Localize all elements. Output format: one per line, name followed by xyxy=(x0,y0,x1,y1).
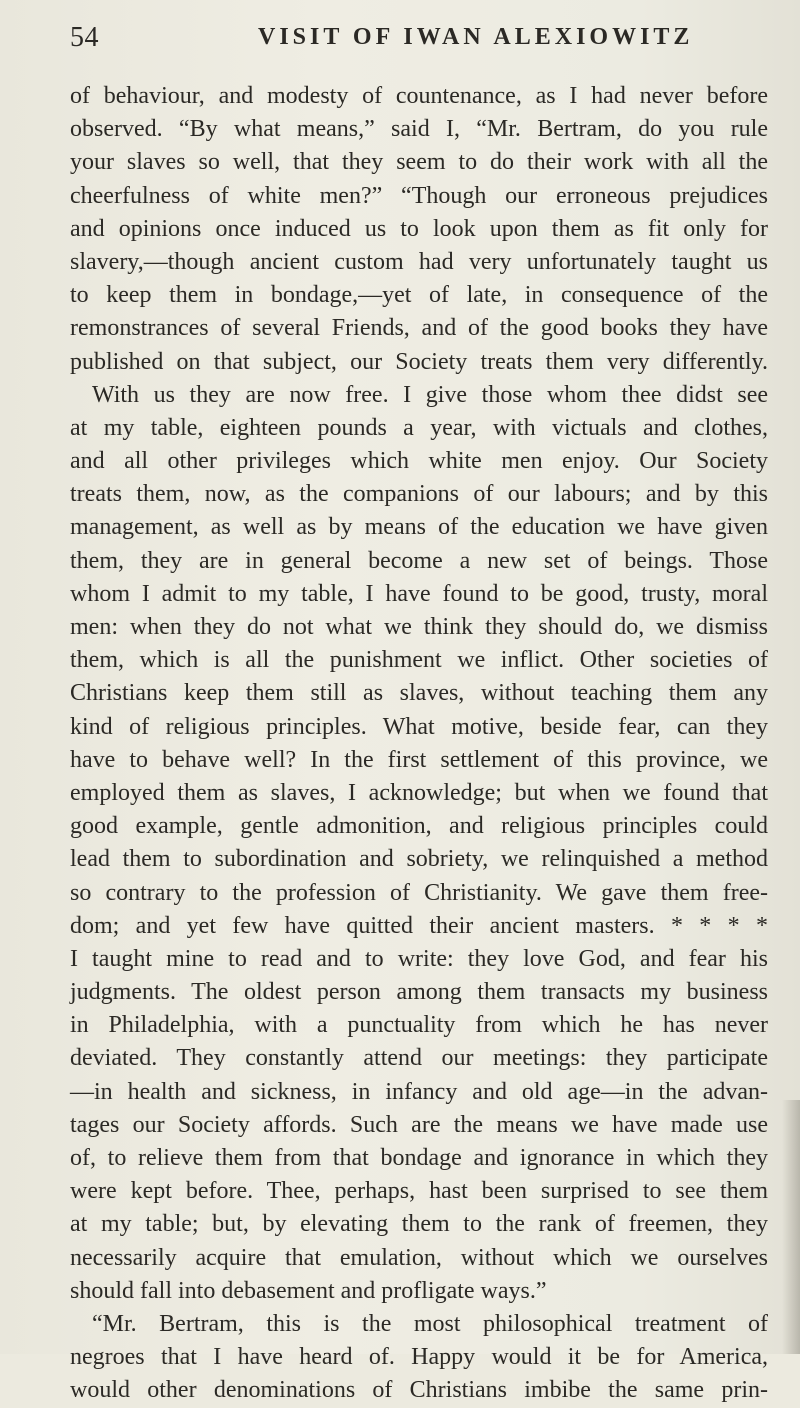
text-line: dom; and yet few have quitted their ancient masters. * * * * xyxy=(70,912,768,939)
text-line: and all other privileges which white men enjoy. Our Society xyxy=(70,448,768,475)
body-text xyxy=(70,80,768,1408)
page-header xyxy=(70,22,770,62)
text-line: management, as well as by means of the education we have given xyxy=(70,514,768,541)
text-line: kind of religious principles. What motive, beside fear, can they xyxy=(70,713,768,740)
text-line: treats them, now, as the companions of our labours; and by this xyxy=(70,481,768,508)
text-line: them, which is all the punishment we inflict. Other societies of xyxy=(70,647,768,674)
text-line: I taught mine to read and to write: they love God, and fear his xyxy=(70,945,768,972)
text-line: men: when they do not what we think they should do, we dismiss xyxy=(70,614,768,640)
text-line: whom I admit to my table, I have found to be good, trusty, moral xyxy=(70,580,768,607)
text-line: your slaves so well, that they seem to do their work with all the xyxy=(70,149,768,176)
text-line: —in health and sickness, in infancy and old age—in the advan- xyxy=(70,1078,768,1105)
text-line: would other denominations of Christians imbibe the same prin- xyxy=(70,1377,768,1404)
text-line: were kept before. Thee, perhaps, hast been surprised to see them xyxy=(70,1178,768,1205)
text-line: deviated. They constantly attend our meetings: they participate xyxy=(70,1045,768,1072)
text-line: slavery,—though ancient custom had very unfortunately taught us xyxy=(70,248,768,275)
text-line: necessarily acquire that emulation, without which we ourselves xyxy=(70,1244,768,1271)
text-line: good example, gentle admonition, and religious principles could xyxy=(70,813,768,840)
text-line: remonstrances of several Friends, and of the good books they have xyxy=(70,315,768,342)
text-line: judgments. The oldest person among them transacts my business xyxy=(70,979,768,1006)
text-line: at my table, eighteen pounds a year, with victuals and clothes, xyxy=(70,414,768,441)
running-head: VISIT OF IWAN ALEXIOWITZ xyxy=(258,24,694,50)
page-edge-shadow xyxy=(782,1100,800,1354)
text-line: so contrary to the profession of Christianity. We gave them free- xyxy=(70,879,768,906)
text-line: and opinions once induced us to look upon them as fit only for xyxy=(70,215,768,242)
text-line: of, to relieve them from that bondage and ignorance in which they xyxy=(70,1145,768,1171)
text-line: tages our Society affords. Such are the means we have made use xyxy=(70,1111,768,1138)
text-line: With us they are now free. I give those whom thee didst see xyxy=(92,381,768,408)
text-line: lead them to subordination and sobriety, we relinquished a method xyxy=(70,846,768,873)
text-line: published on that subject, our Society treats them very differently. xyxy=(70,348,768,375)
text-line: have to behave well? In the first settlement of this province, we xyxy=(70,746,768,773)
text-line: “Mr. Bertram, this is the most philosophical treatment of xyxy=(92,1310,768,1337)
text-line: employed them as slaves, I acknowledge; but when we found that xyxy=(70,779,768,806)
text-line: observed. “By what means,” said I, “Mr. Bertram, do you rule xyxy=(70,116,768,143)
text-line: them, they are in general become a new set of beings. Those xyxy=(70,547,768,574)
text-line: to keep them in bondage,—yet of late, in consequence of the xyxy=(70,282,768,309)
text-line: Christians keep them still as slaves, without teaching them any xyxy=(70,680,768,707)
text-line: in Philadelphia, with a punctuality from which he has never xyxy=(70,1012,768,1039)
text-line: negroes that I have heard of. Happy would it be for America, xyxy=(70,1344,768,1371)
text-line: should fall into debasement and profligate ways.” xyxy=(70,1277,547,1304)
page-number: 54 xyxy=(70,22,99,53)
text-line: of behaviour, and modesty of countenance, as I had never before xyxy=(70,83,768,109)
text-line: at my table; but, by elevating them to the rank of freemen, they xyxy=(70,1211,768,1238)
text-line: cheerfulness of white men?” “Though our erroneous prejudices xyxy=(70,182,768,209)
